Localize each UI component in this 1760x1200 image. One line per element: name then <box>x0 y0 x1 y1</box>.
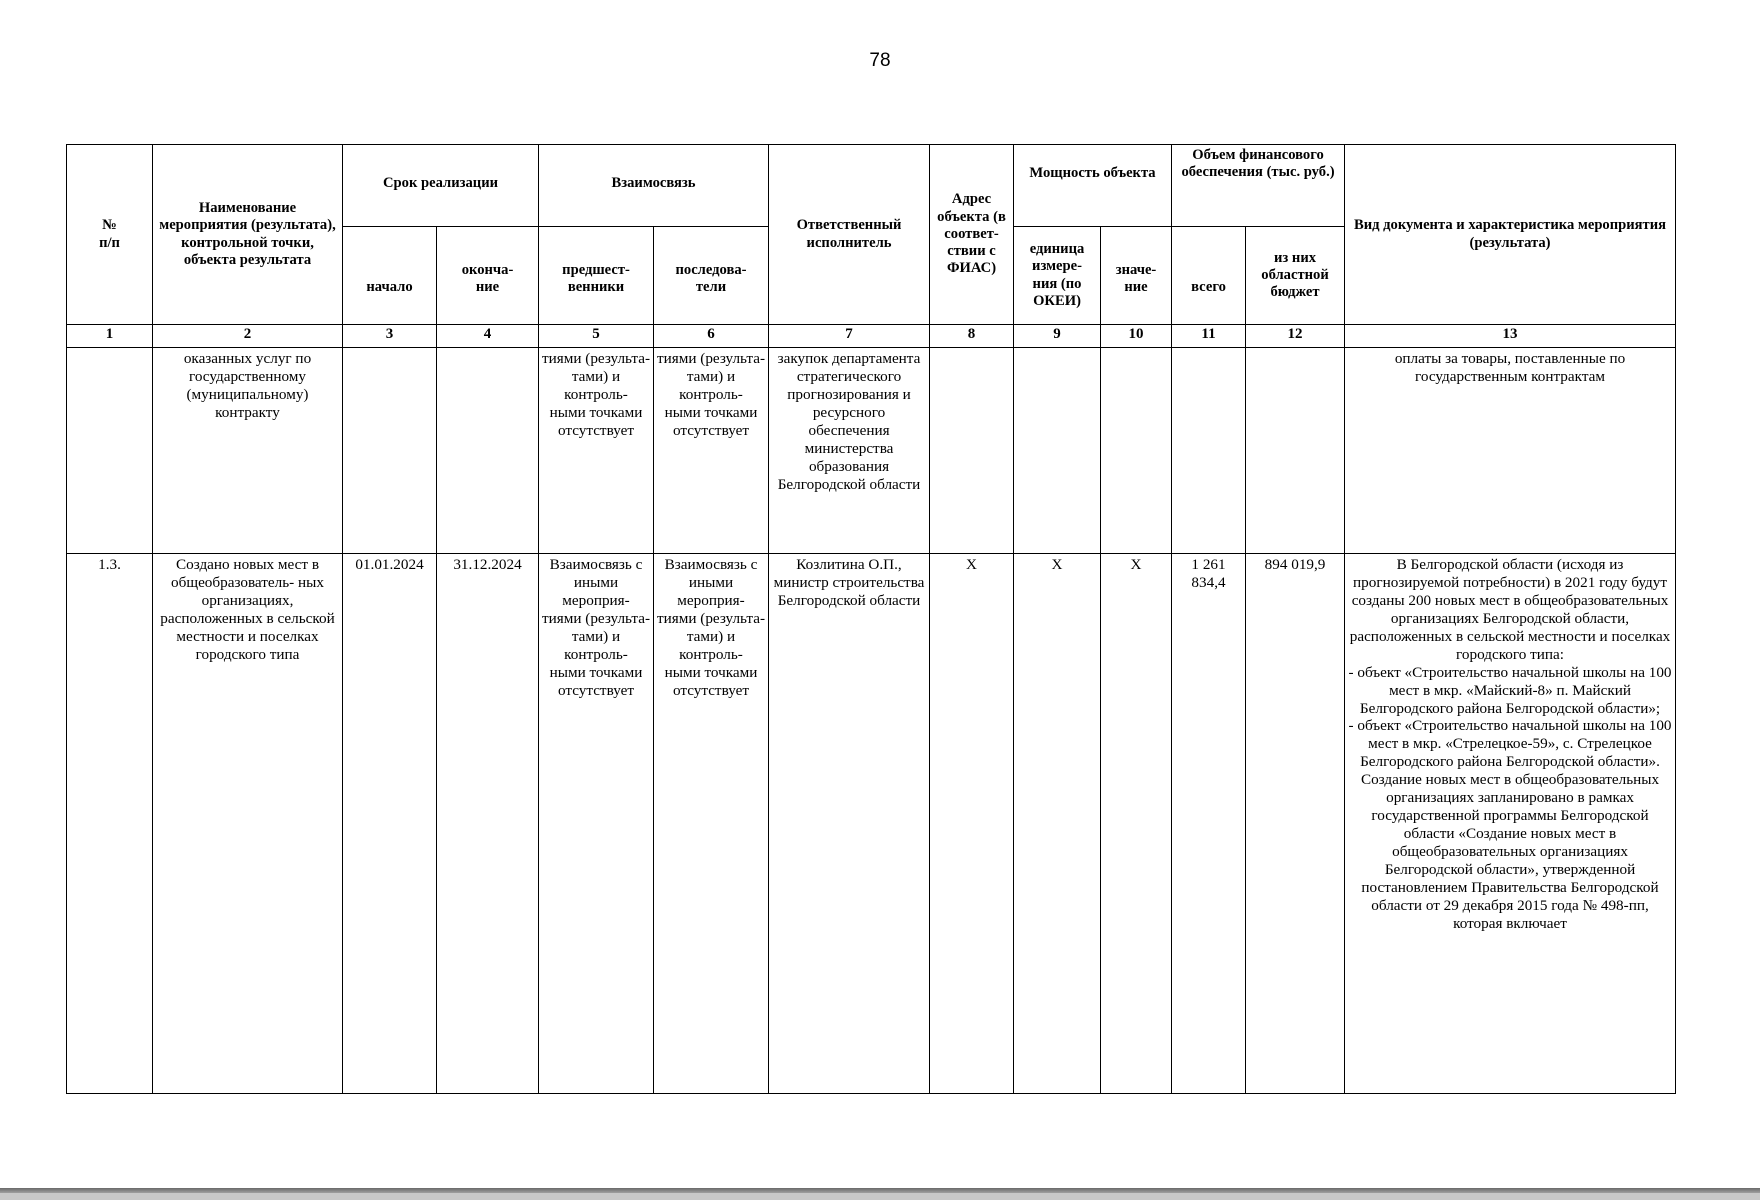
page-number: 78 <box>869 50 891 71</box>
header-end: оконча- ние <box>437 227 539 325</box>
header-row-1 <box>67 145 1676 227</box>
header-regional: из них областной бюджет <box>1246 227 1345 325</box>
scan-edge-light <box>0 1193 1760 1200</box>
cell-responsible: закупок департамента стратегического прогнозирования и ресурсного обеспечения министерства образования Белгородской области <box>769 348 930 554</box>
column-number: 9 <box>1014 325 1101 348</box>
table-row <box>67 348 1676 554</box>
cell-name: Создано новых мест в общеобразователь- ных организациях, расположенных в сельской местности и поселках городского типа <box>153 554 343 1094</box>
column-number: 12 <box>1246 325 1345 348</box>
header-predecessors: предшест- венники <box>539 227 654 325</box>
cell-num <box>67 348 153 554</box>
cell-value: Х <box>1101 554 1172 1094</box>
column-numbers-row <box>67 325 1676 348</box>
column-number: 8 <box>930 325 1014 348</box>
cell-successors: тиями (результа- тами) и контроль- ными точками отсутствует <box>654 348 769 554</box>
cell-start: 01.01.2024 <box>343 554 437 1094</box>
header-finance-group: Объем финансового обеспечения (тыс. руб.) <box>1172 145 1345 227</box>
cell-end: 31.12.2024 <box>437 554 539 1094</box>
header-term-group: Срок реализации <box>343 145 539 227</box>
header-total: всего <box>1172 227 1246 325</box>
table-row <box>67 554 1676 1094</box>
column-number: 2 <box>153 325 343 348</box>
cell-document: В Белгородской области (исходя из прогнозируемой потребности) в 2021 году будут созданы 200 новых мест в общеобразовательных организациях Белгородской области, расположенных в сельской местности и поселках городского типа: - объект «Строительство начальной школы на 100 мест в мкр. «Майский-8» п. Майский Белгородского района Белгородской области»; - объект «Строительство начальной школы на 100 мест в мкр. «Стрелецкое-59», с. Стрелецкое Белгородского района Белгородской области». Создание новых мест в общеобразовательных организациях запланировано в рамках государственной программы Белгородской области «Создание новых мест в общеобразовательных организациях Белгородской области», утвержденной постановлением Правительства Белгородской области от 29 декабря 2015 года № 498-пп, которая включает <box>1345 554 1676 1094</box>
cell-end <box>437 348 539 554</box>
header-unit: единица измере- ния (по ОКЕИ) <box>1014 227 1101 325</box>
column-number: 5 <box>539 325 654 348</box>
cell-regional <box>1246 348 1345 554</box>
cell-unit <box>1014 348 1101 554</box>
cell-total: 1 261 834,4 <box>1172 554 1246 1094</box>
cell-value <box>1101 348 1172 554</box>
cell-address: Х <box>930 554 1014 1094</box>
header-start: начало <box>343 227 437 325</box>
cell-predecessors: тиями (результа- тами) и контроль- ными точками отсутствует <box>539 348 654 554</box>
cell-predecessors: Взаимосвязь с иными мероприя- тиями (результа- тами) и контроль- ными точками отсутствует <box>539 554 654 1094</box>
header-value: значе- ние <box>1101 227 1172 325</box>
header-name: Наименование мероприятия (результата), контрольной точки, объекта результата <box>153 145 343 325</box>
header-link-group: Взаимосвязь <box>539 145 769 227</box>
plan-table <box>66 144 1676 1094</box>
header-address: Адрес объекта (в соответ- ствии с ФИАС) <box>930 145 1014 325</box>
cell-regional: 894 019,9 <box>1246 554 1345 1094</box>
column-number: 6 <box>654 325 769 348</box>
column-number: 10 <box>1101 325 1172 348</box>
header-responsible: Ответственный исполнитель <box>769 145 930 325</box>
column-number: 7 <box>769 325 930 348</box>
cell-successors: Взаимосвязь с иными мероприя- тиями (результа- тами) и контроль- ными точками отсутствует <box>654 554 769 1094</box>
cell-name: оказанных услуг по государственному (муниципальному) контракту <box>153 348 343 554</box>
column-number: 11 <box>1172 325 1246 348</box>
cell-document: оплаты за товары, поставленные по государственным контрактам <box>1345 348 1676 554</box>
column-number: 13 <box>1345 325 1676 348</box>
header-num: № п/п <box>67 145 153 325</box>
cell-address <box>930 348 1014 554</box>
column-number: 1 <box>67 325 153 348</box>
header-successors: последова- тели <box>654 227 769 325</box>
cell-responsible: Козлитина О.П., министр строительства Белгородской области <box>769 554 930 1094</box>
header-power-group: Мощность объекта <box>1014 145 1172 227</box>
header-document: Вид документа и характеристика мероприятия (результата) <box>1345 145 1676 325</box>
cell-start <box>343 348 437 554</box>
column-number: 4 <box>437 325 539 348</box>
column-number: 3 <box>343 325 437 348</box>
cell-num: 1.3. <box>67 554 153 1094</box>
cell-unit: Х <box>1014 554 1101 1094</box>
cell-total <box>1172 348 1246 554</box>
